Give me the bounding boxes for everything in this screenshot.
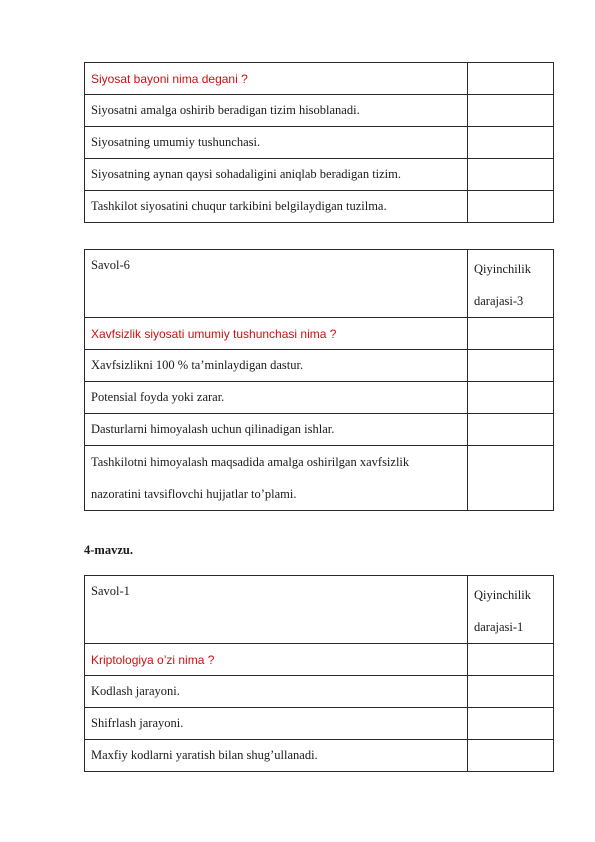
option-text (85, 446, 468, 511)
option-line2: nazoratini tavsiflovchi hujjatlar to’plami. (91, 487, 297, 501)
option-row (85, 350, 554, 382)
difficulty-label (468, 250, 554, 318)
question-table-3 (84, 575, 554, 772)
section-heading: 4-mavzu. (84, 543, 133, 557)
answer-cell (468, 708, 554, 740)
option-text: Xavfsizlikni 100 % ta’minlaydigan dastur. (85, 350, 468, 382)
option-row (85, 127, 554, 159)
option-row (85, 95, 554, 127)
header-row (85, 576, 554, 644)
answer-cell (468, 350, 554, 382)
answer-cell (468, 446, 554, 511)
option-text: Siyosatni amalga oshirib beradigan tizim hisoblanadi. (85, 95, 468, 127)
option-row (85, 676, 554, 708)
option-text: Siyosatning aynan qaysi sohadaligini aniqlab beradigan tizim. (85, 159, 468, 191)
question-table-1 (84, 62, 554, 223)
option-row (85, 382, 554, 414)
question-text: Siyosat bayoni nima degani ? (85, 63, 468, 95)
answer-cell (468, 382, 554, 414)
answer-cell (468, 318, 554, 350)
question-text: Xavfsizlik siyosati umumiy tushunchasi nima ? (85, 318, 468, 350)
answer-cell (468, 95, 554, 127)
answer-cell (468, 191, 554, 223)
answer-cell (468, 676, 554, 708)
savol-label: Savol-6 (85, 250, 468, 318)
savol-label: Savol-1 (85, 576, 468, 644)
option-text: Siyosatning umumiy tushunchasi. (85, 127, 468, 159)
question-row (85, 318, 554, 350)
question-text: Kriptologiya o’zi nima ? (85, 644, 468, 676)
option-text: Tashkilot siyosatini chuqur tarkibini belgilaydigan tuzilma. (85, 191, 468, 223)
option-text: Shifrlash jarayoni. (85, 708, 468, 740)
option-text: Dasturlarni himoyalash uchun qilinadigan ishlar. (85, 414, 468, 446)
answer-cell (468, 127, 554, 159)
difficulty-label (468, 576, 554, 644)
answer-cell (468, 159, 554, 191)
question-row (85, 63, 554, 95)
answer-cell (468, 414, 554, 446)
option-row (85, 708, 554, 740)
header-row (85, 250, 554, 318)
answer-cell (468, 63, 554, 95)
option-row (85, 414, 554, 446)
difficulty-line2: darajasi-1 (474, 620, 524, 634)
difficulty-line1: Qiyinchilik (474, 262, 531, 276)
difficulty-line1: Qiyinchilik (474, 588, 531, 602)
option-row (85, 159, 554, 191)
answer-cell (468, 644, 554, 676)
answer-cell (468, 740, 554, 772)
question-row (85, 644, 554, 676)
option-text: Maxfiy kodlarni yaratish bilan shug’ullanadi. (85, 740, 468, 772)
difficulty-line2: darajasi-3 (474, 294, 524, 308)
option-row (85, 191, 554, 223)
option-row (85, 446, 554, 511)
question-table-2 (84, 249, 554, 511)
option-line1: Tashkilotni himoyalash maqsadida amalga oshirilgan xavfsizlik (91, 455, 410, 469)
option-text: Potensial foyda yoki zarar. (85, 382, 468, 414)
option-row (85, 740, 554, 772)
option-text: Kodlash jarayoni. (85, 676, 468, 708)
